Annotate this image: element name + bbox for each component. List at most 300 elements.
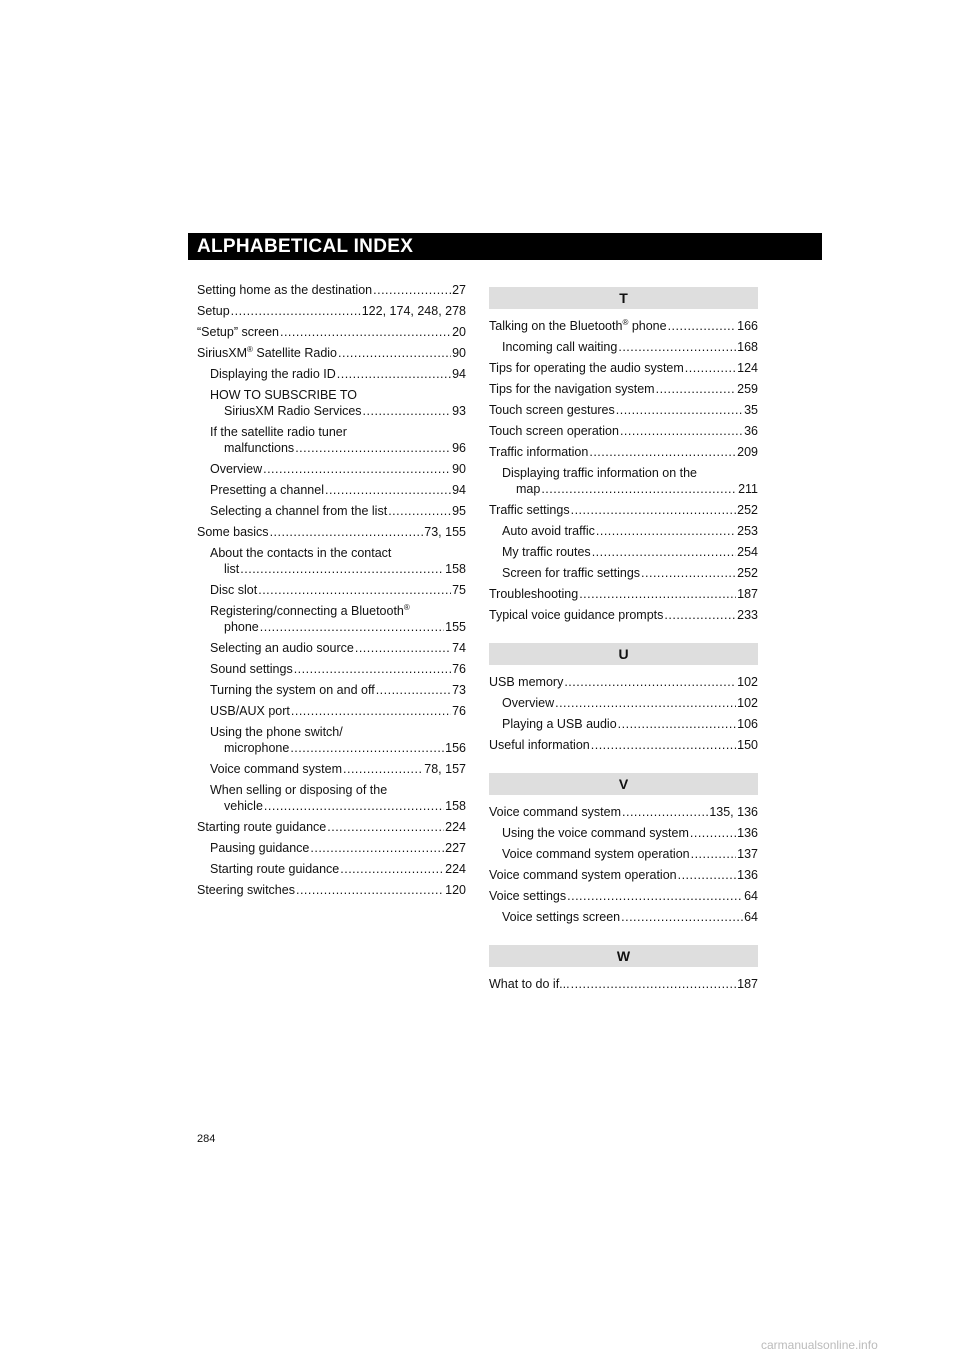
- entry-line: [489, 607, 758, 623]
- entry-line: [489, 444, 758, 460]
- entry-text-part: Traffic settings: [489, 503, 570, 517]
- index-title: ALPHABETICAL INDEX: [197, 236, 414, 257]
- index-entry: [197, 324, 466, 340]
- dot-leader: [618, 716, 736, 732]
- entry-text-part: Auto avoid traffic: [502, 524, 595, 538]
- index-subentry: [197, 387, 466, 419]
- index-subentry: [489, 523, 758, 539]
- entry-text-part: Voice settings screen: [502, 910, 621, 924]
- entry-text-part: Setup: [197, 304, 230, 318]
- entry-text-part: About the contacts in the contact: [210, 546, 392, 560]
- dot-leader: [294, 661, 451, 677]
- dot-leader: [641, 565, 736, 581]
- index-subentry: [197, 861, 466, 877]
- entry-text: [502, 716, 617, 732]
- page-ref: 259: [737, 382, 758, 396]
- page-ref: 156: [445, 741, 466, 755]
- index-entry: [489, 402, 758, 418]
- dot-leader: [579, 586, 736, 602]
- entry-line: [210, 661, 466, 677]
- page-ref: 252: [737, 566, 758, 580]
- entry-line: [197, 819, 466, 835]
- dot-leader: [541, 481, 737, 497]
- dot-leader: [291, 703, 451, 719]
- entry-text-part: Tips for operating the audio system: [489, 361, 684, 375]
- entry-text-part: HOW TO SUBSCRIBE TO: [210, 388, 358, 402]
- dot-leader: [596, 523, 736, 539]
- entry-line: [210, 703, 466, 719]
- entry-line: [502, 846, 758, 862]
- entry-text: [224, 619, 259, 635]
- dot-leader: [668, 318, 737, 334]
- entry-line: [210, 461, 466, 477]
- page-ref: 35: [744, 403, 758, 417]
- entry-text-part: SiriusXM: [197, 346, 248, 360]
- letter-heading: V: [489, 773, 758, 795]
- entry-text-part: SiriusXM Radio Services: [224, 404, 362, 418]
- entry-text-part: Some basics: [197, 525, 269, 539]
- page-ref: 20: [452, 325, 466, 339]
- entry-text: [489, 318, 667, 334]
- dot-leader: [678, 867, 737, 883]
- index-entry: [489, 607, 758, 623]
- entry-line: [210, 366, 466, 382]
- page-ref: 233: [737, 608, 758, 622]
- entry-text-part: Starting route guidance: [210, 862, 340, 876]
- entry-text-part: vehicle: [224, 799, 263, 813]
- dot-leader: [270, 524, 424, 540]
- entry-text: [210, 703, 290, 719]
- entry-text-part: list: [224, 562, 240, 576]
- letter-heading: W: [489, 945, 758, 967]
- dot-leader: [571, 976, 737, 992]
- entry-line: [489, 737, 758, 753]
- entry-text-part: malfunctions: [224, 441, 295, 455]
- index-subentry: [489, 695, 758, 711]
- entry-text-part: Troubleshooting: [489, 587, 579, 601]
- entry-text: [210, 640, 354, 656]
- entry-text-part: Tips for the navigation system: [489, 382, 655, 396]
- entry-text-part: When selling or disposing of the: [210, 783, 388, 797]
- entry-line: [210, 798, 466, 814]
- index-subentry: [489, 716, 758, 732]
- page-ref: 93: [452, 404, 466, 418]
- dot-leader: [325, 482, 451, 498]
- entry-text-part: Voice command system operation: [502, 847, 690, 861]
- dot-leader: [340, 861, 444, 877]
- page-ref: 253: [737, 524, 758, 538]
- index-entry: [489, 381, 758, 397]
- index-entry: [197, 282, 466, 298]
- index-entry: [489, 318, 758, 334]
- index-subentry: [197, 782, 466, 814]
- page-ref: 36: [744, 424, 758, 438]
- entry-text: [197, 882, 295, 898]
- entry-text: [516, 481, 540, 497]
- page-ref: 124: [737, 361, 758, 375]
- index-subentry: [197, 761, 466, 777]
- letter-heading: U: [489, 643, 758, 665]
- entry-line: [210, 561, 466, 577]
- index-subentry: [489, 544, 758, 560]
- entry-text-part: USB memory: [489, 675, 564, 689]
- entry-text: [489, 586, 578, 602]
- entry-text: [502, 544, 591, 560]
- entry-text: [489, 423, 619, 439]
- entry-line: [210, 503, 466, 519]
- entry-line: [502, 825, 758, 841]
- entry-text: [210, 366, 336, 382]
- entry-line: [210, 840, 466, 856]
- dot-leader: [620, 423, 743, 439]
- index-subentry: [489, 909, 758, 925]
- dot-leader: [258, 582, 451, 598]
- page-ref: 64: [744, 910, 758, 924]
- page-ref: 252: [737, 503, 758, 517]
- page-ref: 224: [445, 862, 466, 876]
- page-ref: 158: [445, 799, 466, 813]
- entry-text-part: Using the phone switch/: [210, 725, 343, 739]
- dot-leader: [388, 503, 451, 519]
- dot-leader: [280, 324, 451, 340]
- entry-line: [502, 716, 758, 732]
- dot-leader: [373, 282, 451, 298]
- entry-text-part: My traffic routes: [502, 545, 591, 559]
- entry-line: [210, 482, 466, 498]
- dot-leader: [296, 882, 444, 898]
- dot-leader: [567, 888, 743, 904]
- entry-text-part: Setting home as the destination: [197, 283, 373, 297]
- entry-text: [197, 524, 269, 540]
- entry-text-part: Overview: [210, 462, 263, 476]
- entry-text-first-line: [210, 545, 466, 561]
- entry-text: [489, 674, 563, 690]
- index-subentry: [197, 840, 466, 856]
- entry-line: [197, 303, 466, 319]
- entry-line: [197, 345, 466, 361]
- entry-text: [489, 867, 677, 883]
- page-ref: 168: [737, 340, 758, 354]
- entry-text: [489, 607, 663, 623]
- entry-line: [489, 888, 758, 904]
- index-header: [188, 233, 822, 260]
- entry-line: [210, 640, 466, 656]
- page-ref: 209: [737, 445, 758, 459]
- entry-text-part: Presetting a channel: [210, 483, 324, 497]
- page-ref: 102: [737, 675, 758, 689]
- index-entry: [489, 502, 758, 518]
- dot-leader: [327, 819, 444, 835]
- dot-leader: [343, 761, 423, 777]
- entry-text-part: Voice command system: [210, 762, 342, 776]
- entry-text-first-line: [210, 387, 466, 403]
- index-entry: [197, 819, 466, 835]
- page-ref: 94: [452, 483, 466, 497]
- index-entry: [489, 804, 758, 820]
- entry-text-part: Voice command system operation: [489, 868, 677, 882]
- dot-leader: [618, 339, 736, 355]
- entry-text: [210, 840, 309, 856]
- entry-text: [502, 339, 617, 355]
- page-ref: 254: [737, 545, 758, 559]
- index-subentry: [197, 661, 466, 677]
- entry-text: [489, 888, 566, 904]
- entry-line: [210, 403, 466, 419]
- dot-leader: [621, 909, 743, 925]
- dot-leader: [691, 846, 737, 862]
- entry-line: [210, 440, 466, 456]
- page-ref: 137: [737, 847, 758, 861]
- dot-leader: [355, 640, 451, 656]
- entry-line: [210, 619, 466, 635]
- entry-text: [489, 381, 655, 397]
- entry-text: [489, 360, 684, 376]
- entry-text: [210, 861, 339, 877]
- entry-text: [502, 523, 595, 539]
- page-ref: 90: [452, 346, 466, 360]
- page-ref: 94: [452, 367, 466, 381]
- dot-leader: [290, 740, 444, 756]
- registered-mark: ®: [247, 345, 253, 354]
- dot-leader: [363, 403, 452, 419]
- entry-text-part: Touch screen operation: [489, 424, 619, 438]
- entry-line: [489, 804, 758, 820]
- entry-line: [210, 682, 466, 698]
- page-ref: 155: [445, 620, 466, 634]
- footer-watermark: carmanualsonline.info: [761, 1338, 878, 1352]
- index-subentry: [197, 503, 466, 519]
- entry-text: [210, 503, 387, 519]
- page-ref: 76: [452, 662, 466, 676]
- index-entry: [197, 345, 466, 361]
- index-entry: [489, 976, 758, 992]
- entry-text-part: Pausing guidance: [210, 841, 310, 855]
- page-ref: 158: [445, 562, 466, 576]
- entry-line: [489, 381, 758, 397]
- index-subentry: [197, 582, 466, 598]
- dot-leader: [656, 381, 737, 397]
- right-column: [489, 287, 758, 997]
- dot-leader: [337, 366, 451, 382]
- index-entry: [489, 737, 758, 753]
- dot-leader: [338, 345, 451, 361]
- index-subentry: [197, 724, 466, 756]
- entry-text-part: Incoming call waiting: [502, 340, 618, 354]
- entry-text-first-line: [210, 782, 466, 798]
- entry-text: [210, 461, 262, 477]
- entry-text: [210, 582, 257, 598]
- entry-line: [489, 318, 758, 334]
- entry-text-part: Traffic information: [489, 445, 589, 459]
- index-subentry: [197, 482, 466, 498]
- page-ref: 90: [452, 462, 466, 476]
- entry-line: [502, 909, 758, 925]
- page-ref: 75: [452, 583, 466, 597]
- entry-text-first-line: [210, 424, 466, 440]
- entry-line: [489, 976, 758, 992]
- page-ref: 73: [452, 683, 466, 697]
- entry-text: [224, 403, 362, 419]
- entry-text: [489, 976, 570, 992]
- entry-text-part: Disc slot: [210, 583, 258, 597]
- entry-text-part: Starting route guidance: [197, 820, 327, 834]
- entry-text-part: Registering/connecting a Bluetooth: [210, 604, 404, 618]
- dot-leader: [685, 360, 736, 376]
- entry-text: [489, 804, 621, 820]
- registered-mark: ®: [622, 318, 629, 327]
- entry-text-part: Touch screen gestures: [489, 403, 615, 417]
- index-entry: [489, 674, 758, 690]
- entry-line: [210, 761, 466, 777]
- entry-text-part: Talking on the Bluetooth: [489, 319, 623, 333]
- dot-leader: [240, 561, 444, 577]
- index-entry: [489, 888, 758, 904]
- dot-leader: [616, 402, 743, 418]
- index-entry: [489, 360, 758, 376]
- index-subentry: [197, 682, 466, 698]
- entry-text-part: USB/AUX port: [210, 704, 290, 718]
- dot-leader: [295, 440, 451, 456]
- entry-text: [197, 303, 230, 319]
- entry-text-part: Selecting a channel from the list: [210, 504, 388, 518]
- page-ref: 95: [452, 504, 466, 518]
- entry-text-part: Voice command system: [489, 805, 621, 819]
- entry-line: [210, 861, 466, 877]
- entry-text: [197, 282, 372, 298]
- entry-line: [489, 360, 758, 376]
- page-ref: 187: [737, 977, 758, 991]
- dot-leader: [622, 804, 708, 820]
- entry-line: [489, 423, 758, 439]
- entry-line: [502, 481, 758, 497]
- left-column: [197, 282, 466, 903]
- index-entry: [489, 444, 758, 460]
- entry-line: [502, 544, 758, 560]
- entry-text-part: phone: [628, 319, 667, 333]
- entry-text: [502, 565, 640, 581]
- entry-text: [210, 661, 293, 677]
- index-subentry: [197, 366, 466, 382]
- entry-text-part: Turning the system on and off: [210, 683, 375, 697]
- page-ref: 136: [737, 868, 758, 882]
- entry-line: [197, 282, 466, 298]
- page-ref: 102: [737, 696, 758, 710]
- entry-text: [224, 740, 289, 756]
- entry-text-part: Using the voice command system: [502, 826, 689, 840]
- entry-text-part: Displaying the radio ID: [210, 367, 336, 381]
- index-entry: [197, 882, 466, 898]
- index-subentry: [489, 339, 758, 355]
- dot-leader: [690, 825, 736, 841]
- dot-leader: [260, 619, 444, 635]
- entry-text-part: Overview: [502, 696, 555, 710]
- page-ref: 150: [737, 738, 758, 752]
- page-ref: 166: [737, 319, 758, 333]
- entry-text: [210, 682, 375, 698]
- index-entry: [197, 303, 466, 319]
- entry-line: [197, 324, 466, 340]
- page-ref: 64: [744, 889, 758, 903]
- entry-text: [224, 798, 263, 814]
- entry-text-first-line: [502, 465, 758, 481]
- page-ref: 227: [445, 841, 466, 855]
- index-entry: [489, 586, 758, 602]
- dot-leader: [263, 461, 451, 477]
- entry-text: [489, 444, 588, 460]
- entry-line: [197, 882, 466, 898]
- entry-text: [197, 819, 326, 835]
- dot-leader: [589, 444, 736, 460]
- index-subentry: [197, 640, 466, 656]
- page-ref: 224: [445, 820, 466, 834]
- page-ref: 211: [738, 482, 758, 496]
- index-entry: [197, 524, 466, 540]
- entry-text: [502, 846, 690, 862]
- entry-text: [502, 695, 554, 711]
- entry-text-part: Displaying traffic information on the: [502, 466, 698, 480]
- entry-line: [210, 740, 466, 756]
- page-ref: 96: [452, 441, 466, 455]
- page-number: 284: [197, 1133, 216, 1145]
- entry-line: [489, 586, 758, 602]
- page-ref: 187: [737, 587, 758, 601]
- page-ref: 76: [452, 704, 466, 718]
- registered-mark: ®: [403, 603, 410, 612]
- entry-line: [197, 524, 466, 540]
- dot-leader: [264, 798, 444, 814]
- page-ref: 73, 155: [424, 525, 466, 539]
- entry-text: [502, 825, 689, 841]
- index-subentry: [489, 825, 758, 841]
- entry-line: [489, 402, 758, 418]
- entry-line: [502, 565, 758, 581]
- page-ref: 74: [452, 641, 466, 655]
- entry-text-part: microphone: [224, 741, 290, 755]
- entry-text: [489, 402, 615, 418]
- entry-text-part: Sound settings: [210, 662, 293, 676]
- entry-line: [489, 867, 758, 883]
- entry-text-part: Playing a USB audio: [502, 717, 617, 731]
- entry-text-part: Steering switches: [197, 883, 295, 897]
- entry-line: [489, 674, 758, 690]
- index-subentry: [489, 565, 758, 581]
- entry-text-part: Typical voice guidance prompts: [489, 608, 664, 622]
- page-ref: 78, 157: [424, 762, 466, 776]
- page-ref: 135, 136: [709, 805, 758, 819]
- entry-line: [489, 502, 758, 518]
- index-subentry: [489, 465, 758, 497]
- dot-leader: [310, 840, 444, 856]
- entry-text-part: Satellite Radio: [252, 346, 337, 360]
- entry-text: [224, 440, 294, 456]
- entry-text-part: Selecting an audio source: [210, 641, 354, 655]
- entry-text: [489, 737, 590, 753]
- page-ref: 122, 174, 248, 278: [361, 304, 466, 318]
- entry-line: [502, 339, 758, 355]
- index-subentry: [197, 545, 466, 577]
- entry-text: [197, 345, 337, 361]
- index-entry: [489, 423, 758, 439]
- dot-leader: [555, 695, 736, 711]
- entry-text: [489, 502, 570, 518]
- index-subentry: [197, 603, 466, 635]
- entry-line: [502, 695, 758, 711]
- index-subentry: [197, 424, 466, 456]
- entry-text: [210, 482, 324, 498]
- dot-leader: [376, 682, 451, 698]
- dot-leader: [664, 607, 736, 623]
- entry-text-part: Voice settings: [489, 889, 567, 903]
